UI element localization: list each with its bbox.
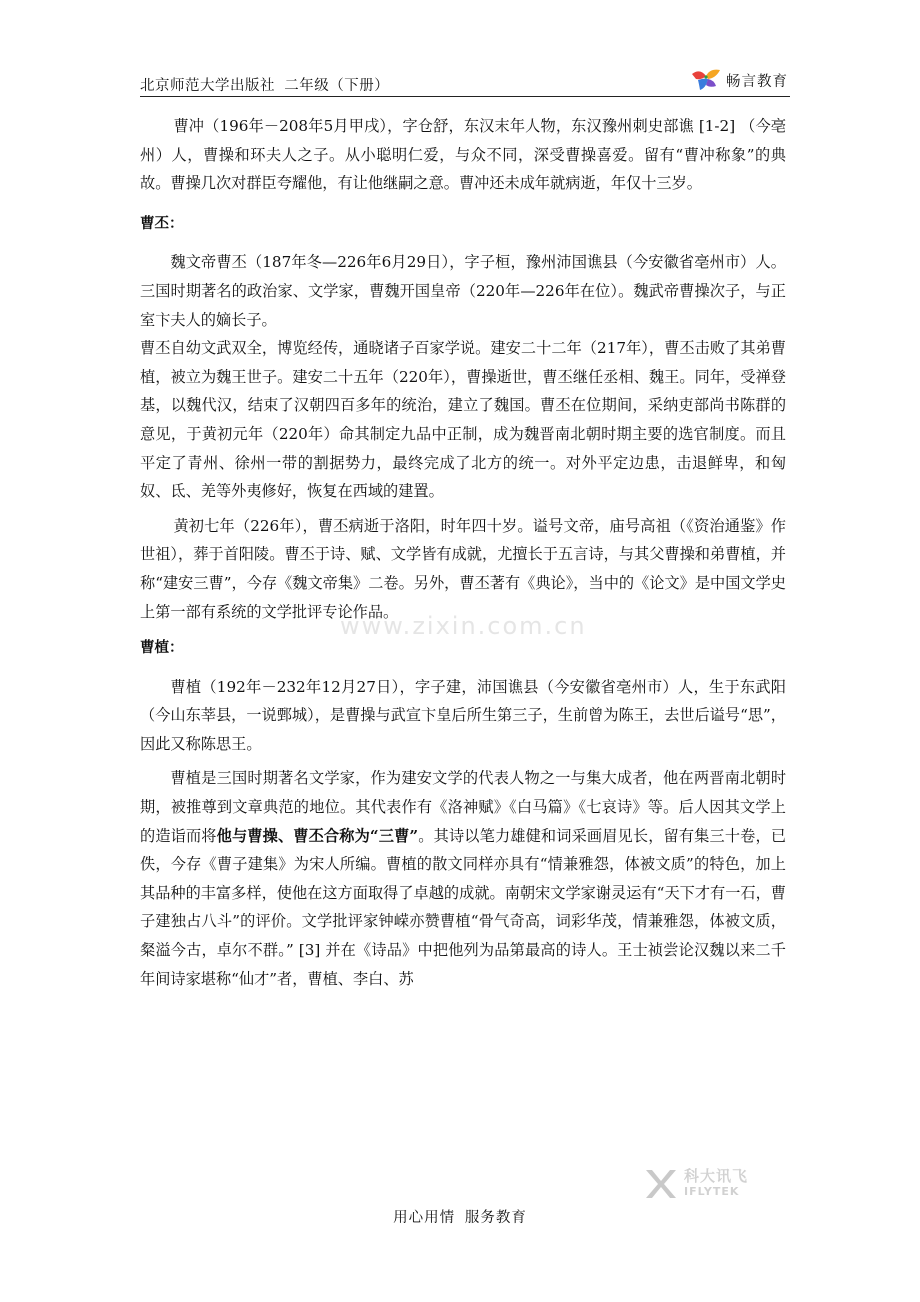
paragraph-cao-zhi-intro: 曹植（192年－232年12月27日），字子建，沛国谯县（今安徽省亳州市）人，生于东武阳（今山东莘县，一说鄄城），是曹操与武宣卞皇后所生第三子，生前曾为陈王，去世后谥号“思”，因此又称陈思王。 bbox=[140, 677, 786, 753]
bold-text-three-caos: 他与曹操、曹丕合称为“三曹” bbox=[216, 826, 419, 845]
colorful-bird-logo-icon bbox=[690, 66, 722, 94]
paragraph-cao-pi-death: 黄初七年（226年），曹丕病逝于洛阳，时年四十岁。谥号文帝，庙号高祖（《资治通鉴》作世祖），葬于首阳陵。曹丕于诗、赋、文学皆有成就，尤擅长于五言诗，与其父曹操和弟曹植，并称“建安三曹”，今存《魏文帝集》二卷。另外，曹丕著有《典论》，当中的《论文》是中国文学史上第一部有系统的文学批评专论作品。 bbox=[140, 516, 786, 621]
brand-name: 畅言教育 bbox=[726, 73, 788, 90]
page-header bbox=[140, 62, 790, 97]
iflytek-watermark-logo bbox=[640, 1164, 748, 1204]
iflytek-cn-label: 科大讯飞 bbox=[684, 1167, 749, 1185]
site-watermark: www.zixin.com.cn bbox=[340, 612, 587, 640]
text-run: 曹植是三国时期著名文学家，作为建安文学的代表人物之一与集大成者，他在两晋南北朝时期，被推尊到文章典范的地位。其代表作有《洛神赋》《白马篇》《七哀诗》等。后人因其文学上的造诣而将 bbox=[140, 769, 786, 845]
brand bbox=[690, 66, 788, 94]
heading-cao-zhi: 曹植： bbox=[140, 640, 184, 657]
document-body bbox=[140, 112, 786, 993]
heading-cao-pi: 曹丕： bbox=[140, 215, 184, 232]
paragraph-cao-chong: 曹冲（196年－208年5月甲戌），字仓舒，东汉末年人物，东汉豫州刺史部谯 [1-2] （今亳州）人，曹操和环夫人之子。从小聪明仁爱，与众不同，深受曹操喜爱。留有“曹冲称象”的典故。曹操几次对群臣夸耀他，有让他继嗣之意。曹冲还未成年就病逝，年仅十三岁。 bbox=[140, 117, 786, 193]
text-run: 。其诗以笔力雄健和词采画眉见长，留有集三十卷，已佚，今存《曹子建集》为宋人所编。曹植的散文同样亦具有“情兼雅怨，体被文质”的特色，加上其品种的丰富多样，使他在这方面取得了卓越的成就。南朝宋文学家谢灵运有“天下才有一石，曹子建独占八斗”的评价。文学批评家钟嵘亦赞曹植“骨气奇高，词彩华茂，情兼雅怨，体被文质，粲溢今古，卓尔不群。” [3] 并在《诗品》中把他列为品第最高的诗人。王士祯尝论汉魏以来二千年间诗家堪称“仙才”者，曹植、李白、苏 bbox=[140, 826, 787, 988]
iflytek-x-icon bbox=[640, 1164, 680, 1204]
paragraph-cao-pi-career: 曹丕自幼文武双全，博览经传，通晓诸子百家学说。建安二十二年（217年），曹丕击败了其弟曹植，被立为魏王世子。建安二十五年（220年），曹操逝世，曹丕继任丞相、魏王。同年，受禅登基，以魏代汉，结束了汉朝四百多年的统治，建立了魏国。曹丕在位期间，采纳吏部尚书陈群的意见，于黄初元年（220年）命其制定九品中正制，成为魏晋南北朝时期主要的选官制度。而且平定了青州、徐州一带的割据势力，最终完成了北方的统一。对外平定边患，击退鲜卑，和匈奴、氐、羌等外夷修好，恢复在西域的建置。 bbox=[140, 339, 786, 501]
iflytek-en-label: IFLYTEK bbox=[684, 1185, 740, 1198]
paragraph-cao-pi-intro: 魏文帝曹丕（187年冬—226年6月29日），字子桓，豫州沛国谯县（今安徽省亳州市）人。三国时期著名的政治家、文学家，曹魏开国皇帝（220年—226年在位）。魏武帝曹操次子，与正室卞夫人的嫡长子。 bbox=[140, 253, 786, 329]
header-title: 北京师范大学出版社 二年级（下册） bbox=[140, 78, 390, 94]
page-footer: 用心用情 服务教育 bbox=[393, 1210, 527, 1226]
paragraph-cao-zhi-literature bbox=[140, 764, 786, 993]
